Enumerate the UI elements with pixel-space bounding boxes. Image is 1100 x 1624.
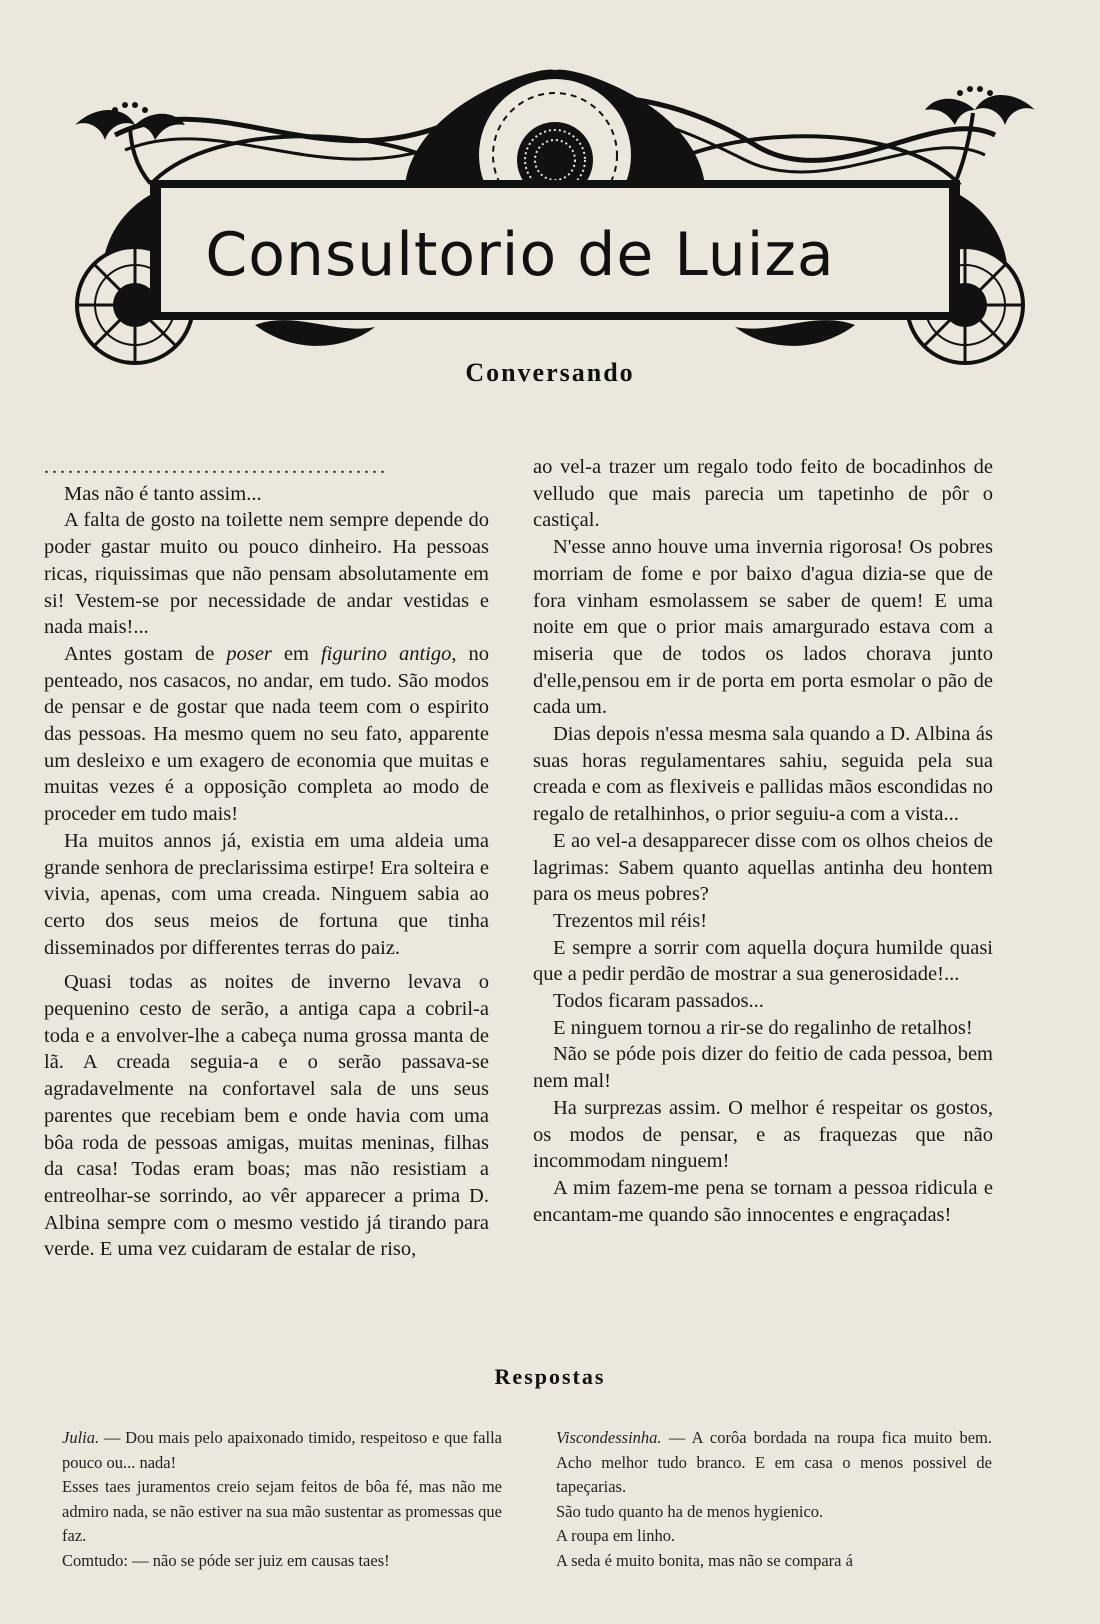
article-paragraph: E ao vel-a desapparecer disse com os olhos cheios de lagrimas: Sabem quanto aquellas antinha deu hontem para os meus pobres? xyxy=(533,829,993,906)
answer-lead-text: — Dou mais pelo apaixonado timido, respeitoso e que falla pouco ou... nada! xyxy=(62,1428,502,1472)
answer-paragraph: Esses taes juramentos creio sejam feitos de bôa fé, mas não me admiro nada, se não estiver na sua mão sustentar as promessas que faz. xyxy=(62,1477,502,1545)
answer-recipient-name: Julia. xyxy=(62,1428,100,1447)
ellipsis-separator: ........................................... xyxy=(44,456,388,478)
article-paragraph: Ha surprezas assim. O melhor é respeitar os gostos, os modos de pensar, e as fraquezas que não incommodam ninguem! xyxy=(533,1096,993,1173)
page-title: Consultorio de Luiza xyxy=(205,220,835,290)
article-paragraph: Quasi todas as noites de inverno levava o pequenino cesto de serão, a antiga capa a cobril-a toda e a envolver-lhe a cabeça numa grossa manta de lã. A creada seguia-a e o serão passava-se agradavelmente na confortavel sala de uns seus parentes que recebiam bem e onde havia com uma bôa roda de pessoas amigas, muitas meninas, filhas da casa! Todas eram boas; mas não resistiam a entreolhar-se sorrindo, ao vêr apparecer a prima D. Albina sempre com o mesmo vestido já tirando para verde. E uma vez cuidaram de estalar de riso, xyxy=(44,971,489,1261)
article-paragraph: Todos ficaram passados... xyxy=(553,990,764,1013)
answer-lead xyxy=(556,1426,992,1500)
article-paragraph: A mim fazem-me pena se tornam a pessoa ridicula e encantam-me quando são innocentes e engraçadas! xyxy=(533,1176,993,1226)
article-paragraph: Não se póde pois dizer do feitio de cada pessoa, bem nem mal! xyxy=(533,1043,993,1093)
answer-julia xyxy=(62,1426,502,1573)
article-paragraph: N'esse anno houve uma invernia rigorosa! Os pobres morriam de fome e por baixo d'agua dizia-se que de fora vinham esmolassem se saber de quem! E uma noite em que o prior mais amargurado estava com a miseria que de todos os lados chorava junto d'elle,pensou em ir de porta em porta esmolar o pão de cada um. xyxy=(533,536,993,719)
answer-lead xyxy=(62,1426,502,1475)
article-right-column xyxy=(533,454,993,1228)
answers-heading: Respostas xyxy=(494,1364,606,1389)
answer-viscondessinha xyxy=(556,1426,992,1573)
article-paragraph: A falta de gosto na toilette nem sempre depende do poder gastar muito ou pouco dinheiro. Ha pessoas ricas, riquissimas que não pensam absolutamente em si! Vestem-se por necessidade de andar vestidas e nada mais!... xyxy=(44,509,489,639)
article-paragraph: Trezentos mil réis! xyxy=(553,909,708,932)
answer-recipient-name: Viscondessinha. xyxy=(556,1428,662,1447)
article-paragraph: Ha muitos annos já, existia em uma aldeia uma grande senhora de preclarissima estirpe! Era solteira e vivia, apenas, com uma creada. Ninguem sabia ao certo dos seus meios de fortuna que tinha disseminados por differentes terras do paiz. xyxy=(44,829,489,959)
answer-paragraph: Comtudo: — não se póde ser juiz em causas taes! xyxy=(62,1550,390,1570)
article-left-column xyxy=(44,454,489,1263)
article-paragraph: E sempre a sorrir com aquella doçura humilde quasi que a pedir perdão de mostrar a sua generosidade!... xyxy=(533,936,993,986)
article-paragraph: E ninguem tornou a rir-se do regalinho de retalhos! xyxy=(553,1016,973,1039)
italic-phrase: poser xyxy=(226,642,272,665)
italic-phrase: figurino antigo xyxy=(320,642,452,665)
article-paragraph-poser: Antes gostam de poser em figurino antigo, no penteado, nos casacos, no andar, em tudo. São modos de pensar e de gostar que nada teem com o espirito das pessoas. Ha mesmo quem no seu fato, apparente um desleixo e um exagero de economia que muitas e muitas vezes é a opposição completa ao modo de proceder em tudo mais! xyxy=(44,642,489,826)
article-paragraph: Dias depois n'essa mesma sala quando a D. Albina ás suas horas regulamentares sahiu, seguida pela sua creada e com as flexiveis e pallidas mãos escondidas no regalo de retalhinhos, o prior seguiu-a com a vista... xyxy=(533,723,993,826)
article-paragraph: ao vel-a trazer um regalo todo feito de bocadinhos de velludo que mais parecia um tapetinho de pôr o castiçal. xyxy=(533,456,993,532)
article-paragraph: Mas não é tanto assim... xyxy=(64,482,262,505)
answer-paragraph: A seda é muito bonita, mas não se compara á xyxy=(556,1550,853,1570)
section-subtitle: Conversando xyxy=(465,358,635,387)
answer-paragraph: São tudo quanto ha de menos hygienico. xyxy=(556,1501,824,1521)
answer-lead-text: — A corôa bordada na roupa fica muito bem. Acho melhor tudo branco. E em casa o menos possivel de tapeçarias. xyxy=(556,1428,992,1496)
answer-paragraph: A roupa em linho. xyxy=(556,1526,676,1545)
